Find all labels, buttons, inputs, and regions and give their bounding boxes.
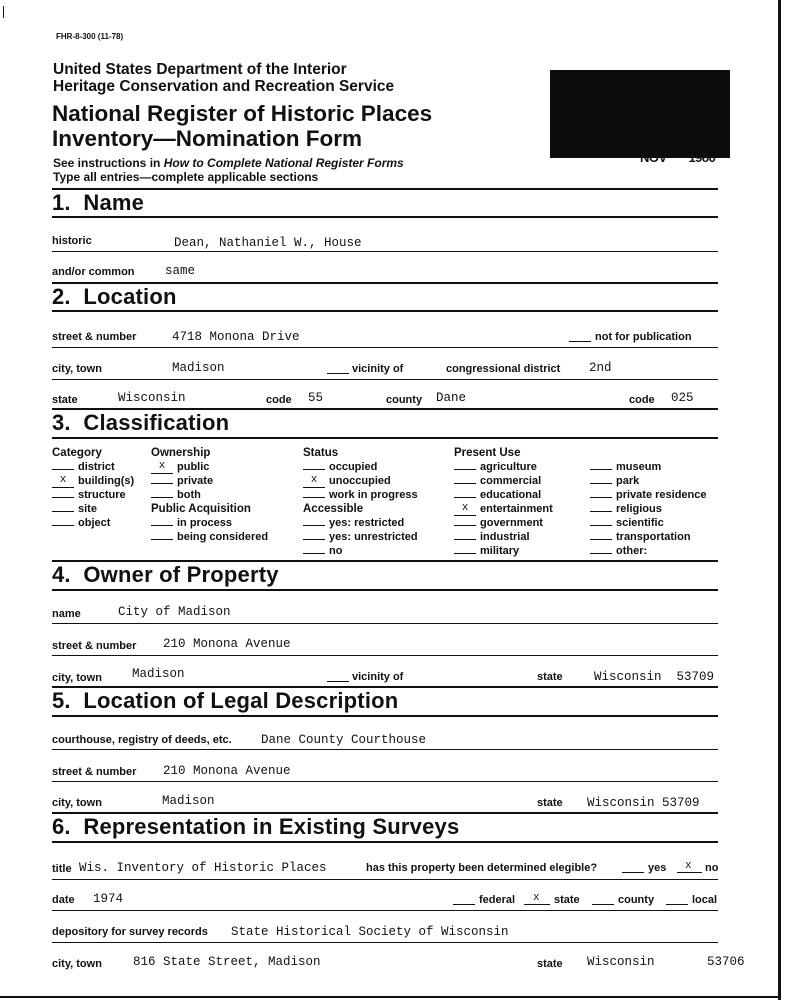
legal-street-value: 210 Monona Avenue — [163, 764, 291, 778]
ownership-private[interactable]: private — [151, 474, 268, 488]
depository-city-value: 816 State Street, Madison — [133, 955, 321, 969]
not-for-publication-label: not for publication — [595, 331, 692, 343]
status-occupied[interactable]: occupied — [303, 460, 418, 474]
use-agriculture-blank — [454, 460, 476, 470]
use-museum[interactable]: museum — [590, 460, 707, 474]
county-value: Dane — [436, 391, 467, 405]
present-use-column-b — [590, 446, 707, 558]
owner-street-label: street & number — [52, 640, 137, 652]
use-religious[interactable]: religious — [590, 502, 707, 516]
eligible-no-blank — [677, 872, 702, 873]
nfp-blank — [569, 341, 591, 342]
street-line — [52, 347, 718, 348]
use-military[interactable]: military — [454, 544, 553, 558]
use-scientific[interactable]: scientific — [590, 516, 707, 530]
ownership-public[interactable]: x public — [151, 460, 268, 474]
form-title-line-1: National Register of Historic Places — [52, 101, 433, 126]
instructions-line-1 — [53, 156, 404, 170]
redacted-stamp-block — [550, 70, 730, 158]
use-other[interactable]: other: — [590, 544, 707, 558]
instructions-prefix: See instructions in — [53, 156, 164, 170]
agency-line-2: Heritage Conservation and Recreation Service — [53, 78, 395, 95]
category-column — [52, 446, 134, 530]
present-use-header: Present Use — [454, 447, 521, 459]
accessible-restricted-blank — [303, 516, 325, 526]
acquisition-being-considered[interactable]: being considered — [151, 530, 268, 544]
owner-state-label: state — [537, 671, 563, 683]
category-district[interactable]: district — [52, 460, 134, 474]
county-option-label: county — [618, 894, 655, 906]
section-1-top-rule — [52, 188, 718, 190]
depository-state-label: state — [537, 958, 563, 970]
section-4-heading: 4. Owner of Property — [52, 562, 279, 587]
owner-state-value: Wisconsin 53709 — [594, 670, 715, 684]
state-code-value: 55 — [308, 391, 324, 405]
eligible-yes-label: yes — [648, 862, 667, 874]
accessible-restricted[interactable]: yes: restricted — [303, 516, 418, 530]
use-agriculture[interactable]: agriculture — [454, 460, 553, 474]
use-educational-blank — [454, 488, 476, 498]
use-industrial[interactable]: industrial — [454, 530, 553, 544]
use-entertainment-blank: x — [454, 506, 476, 516]
eligible-yes-blank — [622, 872, 644, 873]
state-value: Wisconsin — [118, 391, 186, 405]
eligible-no-mark: x — [685, 860, 692, 872]
street-number-value: 4718 Monona Drive — [172, 330, 300, 344]
city-town-value: Madison — [172, 361, 225, 375]
status-work-in-progress[interactable]: work in progress — [303, 488, 418, 502]
section-5-heading: 5. Location of Legal Description — [52, 688, 399, 713]
section-3-heading: 3. Classification — [52, 410, 230, 435]
use-commercial[interactable]: commercial — [454, 474, 553, 488]
eligible-question-label: has this property been determined elegible? — [366, 862, 598, 874]
section-2-heading: 2. Location — [52, 284, 177, 309]
use-private-residence-blank — [590, 488, 612, 498]
section-4-rule — [52, 589, 718, 591]
use-government-blank — [454, 516, 476, 526]
form-id: FHR-8-300 (11-78) — [56, 32, 124, 41]
category-site[interactable]: site — [52, 502, 134, 516]
eligible-no-label: no — [705, 862, 719, 874]
accessible-no[interactable]: no — [303, 544, 418, 558]
local-option-label: local — [692, 894, 718, 906]
category-buildings[interactable]: x building(s) — [52, 474, 134, 488]
public-acquisition-header: Public Acquisition — [151, 503, 251, 515]
county-label: county — [386, 394, 423, 406]
legal-state-label: state — [537, 797, 563, 809]
depository-city-label: city, town — [52, 958, 102, 970]
state-option-mark: x — [533, 892, 540, 904]
federal-blank — [453, 904, 475, 905]
section-6-heading: 6. Representation in Existing Surveys — [52, 814, 460, 839]
vicinity-label: vicinity of — [352, 363, 404, 375]
agency-line-1: United States Department of the Interior — [53, 61, 347, 78]
owner-city-label: city, town — [52, 672, 102, 684]
city-town-label: city, town — [52, 363, 102, 375]
county-option-blank — [592, 904, 614, 905]
section-1-heading: 1. Name — [52, 190, 145, 215]
legal-street-label: street & number — [52, 766, 137, 778]
category-site-blank — [52, 502, 74, 512]
historic-line — [52, 251, 718, 252]
category-structure[interactable]: structure — [52, 488, 134, 502]
use-transportation-blank — [590, 530, 612, 540]
legal-street-line — [52, 781, 718, 782]
status-unoccupied-blank: x — [303, 478, 325, 488]
page-right-border — [778, 0, 781, 1000]
form-title-line-2: Inventory—Nomination Form — [52, 126, 363, 151]
vicinity-blank — [327, 373, 349, 374]
owner-name-value: City of Madison — [118, 605, 231, 619]
use-government[interactable]: government — [454, 516, 553, 530]
survey-date-line — [52, 910, 718, 911]
acquisition-in-process-blank — [151, 516, 173, 526]
section-1-rule — [52, 216, 718, 218]
category-header: Category — [52, 447, 102, 459]
present-use-column-a — [454, 446, 553, 558]
instructions-line-2: Type all entries—complete applicable sections — [53, 170, 319, 184]
category-structure-blank — [52, 488, 74, 498]
category-object[interactable]: object — [52, 516, 134, 530]
street-number-label: street & number — [52, 331, 137, 343]
legal-state-value: Wisconsin 53709 — [587, 796, 700, 810]
use-educational[interactable]: educational — [454, 488, 553, 502]
historic-label: historic — [52, 235, 92, 247]
page-bottom-border — [0, 996, 781, 998]
use-military-blank — [454, 544, 476, 554]
ownership-private-blank — [151, 474, 173, 484]
use-private-residence[interactable]: private residence — [590, 488, 707, 502]
acquisition-in-process[interactable]: in process — [151, 516, 268, 530]
owner-city-value: Madison — [132, 667, 185, 681]
section-5-rule — [52, 715, 718, 717]
ownership-public-blank: x — [151, 464, 173, 474]
use-transportation[interactable]: transportation — [590, 530, 707, 544]
owner-street-line — [52, 655, 718, 656]
city-line — [52, 379, 718, 380]
use-scientific-blank — [590, 516, 612, 526]
common-name-value: same — [165, 264, 196, 278]
historic-name-value: Dean, Nathaniel W., House — [174, 236, 362, 250]
category-buildings-blank: x — [52, 478, 74, 488]
survey-date-label: date — [52, 894, 75, 906]
owner-street-value: 210 Monona Avenue — [163, 637, 291, 651]
survey-title-line — [52, 879, 718, 880]
scan-mark — [3, 6, 4, 18]
owner-vicinity-blank — [327, 681, 349, 682]
ownership-both[interactable]: both — [151, 488, 268, 502]
county-code-value: 025 — [671, 391, 694, 405]
state-label: state — [52, 394, 78, 406]
federal-label: federal — [479, 894, 516, 906]
use-other-blank — [590, 544, 612, 554]
use-commercial-blank — [454, 474, 476, 484]
owner-name-line — [52, 623, 718, 624]
use-entertainment[interactable]: x entertainment — [454, 502, 553, 516]
use-religious-blank — [590, 502, 612, 512]
accessible-unrestricted[interactable]: yes: unrestricted — [303, 530, 418, 544]
use-industrial-blank — [454, 530, 476, 540]
congressional-district-label: congressional district — [446, 363, 561, 375]
section-3-rule — [52, 437, 718, 439]
section-6-rule — [52, 841, 718, 843]
survey-title-label: title — [52, 863, 72, 875]
ownership-both-blank — [151, 488, 173, 498]
legal-city-value: Madison — [162, 794, 215, 808]
state-option-blank — [524, 904, 550, 905]
congressional-district-value: 2nd — [589, 361, 612, 375]
present-use-spacer — [590, 446, 707, 460]
acquisition-being-considered-blank — [151, 530, 173, 540]
owner-name-label: name — [52, 608, 81, 620]
section-2-rule — [52, 310, 718, 312]
status-column — [303, 446, 418, 558]
survey-date-value: 1974 — [93, 892, 124, 906]
status-occupied-blank — [303, 460, 325, 470]
courthouse-value: Dane County Courthouse — [261, 733, 427, 747]
use-park-blank — [590, 474, 612, 484]
courthouse-label: courthouse, registry of deeds, etc. — [52, 734, 232, 746]
use-park[interactable]: park — [590, 474, 707, 488]
accessible-header: Accessible — [303, 503, 364, 515]
accessible-no-blank — [303, 544, 325, 554]
courthouse-line — [52, 749, 718, 750]
category-district-blank — [52, 460, 74, 470]
depository-state-value: Wisconsin 53706 — [587, 955, 745, 969]
instructions-title: How to Complete National Register Forms — [163, 156, 404, 170]
accessible-unrestricted-blank — [303, 530, 325, 540]
status-unoccupied[interactable]: x unoccupied — [303, 474, 418, 488]
depository-label: depository for survey records — [52, 926, 208, 938]
use-museum-blank — [590, 460, 612, 470]
status-header: Status — [303, 447, 339, 459]
depository-value: State Historical Society of Wisconsin — [231, 925, 509, 939]
owner-vicinity-label: vicinity of — [352, 671, 404, 683]
state-option-label: state — [554, 894, 580, 906]
status-work-in-progress-blank — [303, 488, 325, 498]
ownership-header: Ownership — [151, 447, 211, 459]
depository-line — [52, 942, 718, 943]
category-object-blank — [52, 516, 74, 526]
survey-title-value: Wis. Inventory of Historic Places — [79, 861, 327, 875]
common-name-label: and/or common — [52, 266, 135, 278]
state-code-label: code — [266, 394, 292, 406]
legal-city-label: city, town — [52, 797, 102, 809]
received-stamp: NOV 1980 — [640, 150, 716, 165]
local-option-blank — [666, 904, 688, 905]
county-code-label: code — [629, 394, 655, 406]
ownership-column — [151, 446, 268, 544]
